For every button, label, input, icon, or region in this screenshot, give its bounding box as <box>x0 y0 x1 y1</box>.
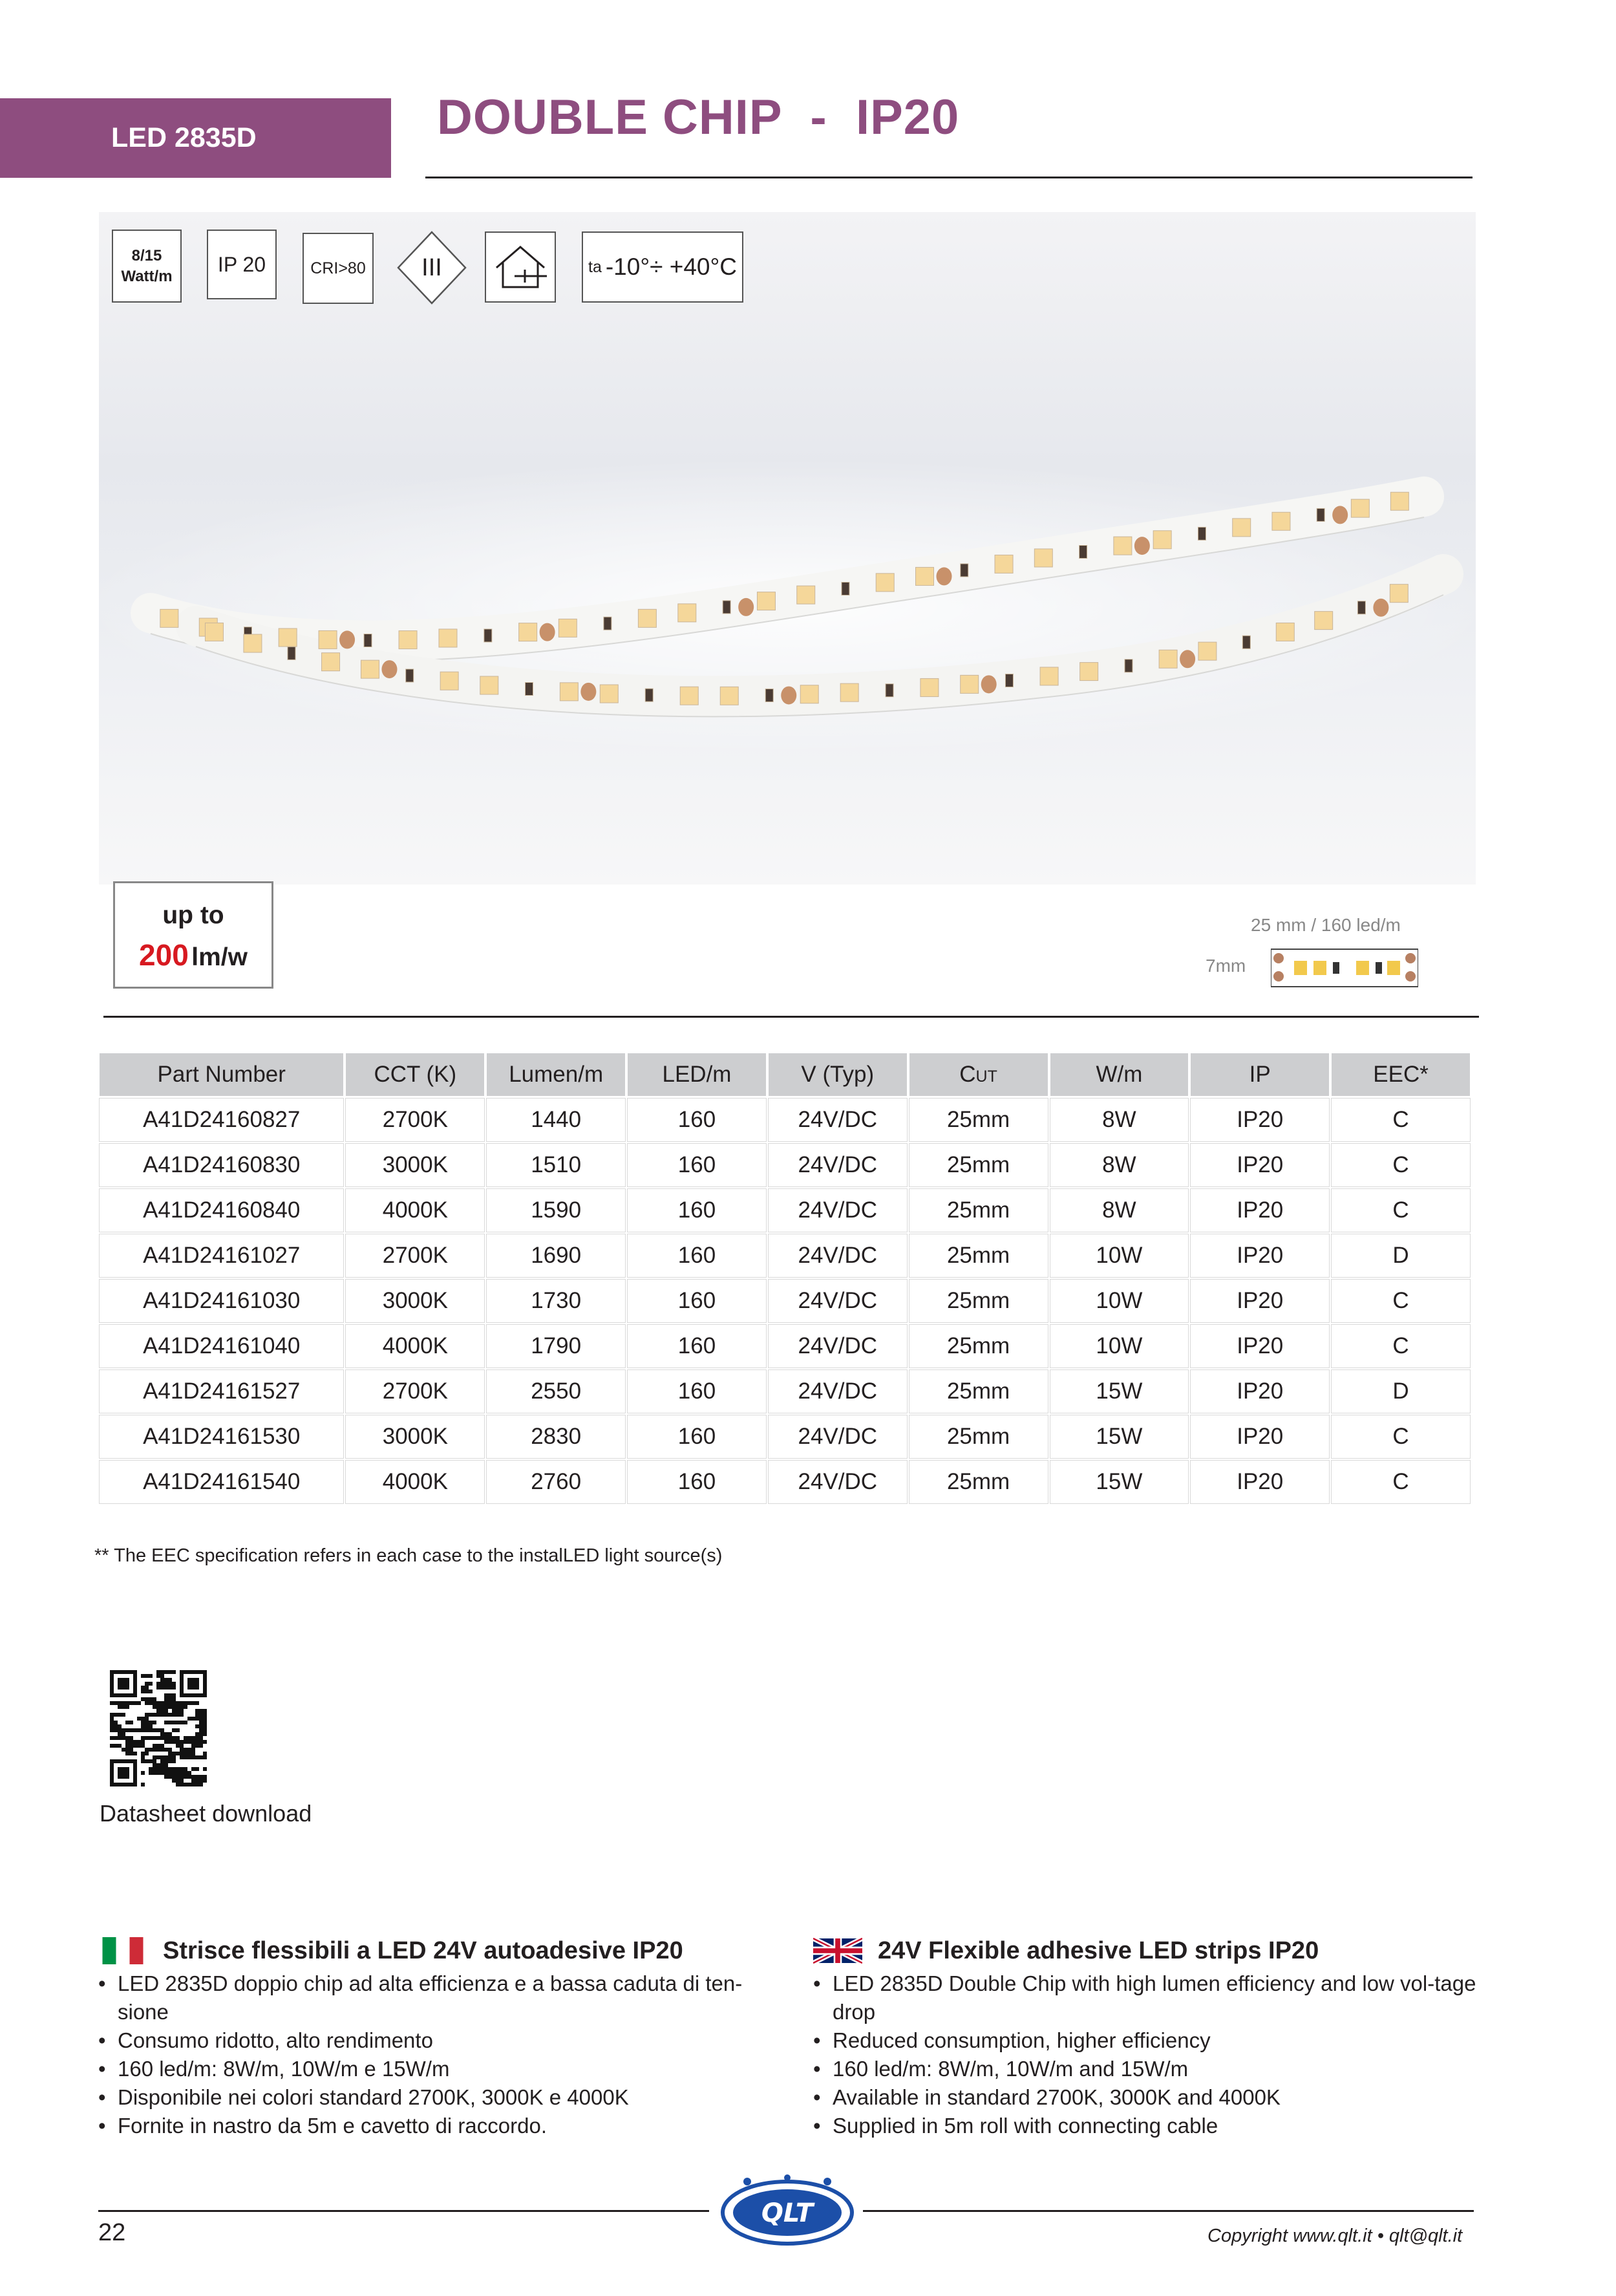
table-cell: 24V/DC <box>769 1099 907 1141</box>
led-chip <box>995 555 1013 573</box>
section-divider <box>103 1016 1479 1018</box>
table-cell: A41D24160840 <box>100 1189 343 1232</box>
led-chip <box>1159 650 1177 668</box>
led-chip <box>840 683 858 702</box>
table-row <box>100 1415 1470 1458</box>
table-cell: 1590 <box>487 1189 625 1232</box>
table-cell: C <box>1332 1189 1470 1232</box>
ip-value: IP 20 <box>217 252 266 276</box>
solder-pad <box>1134 537 1150 555</box>
column-header: LED/m <box>628 1053 766 1096</box>
led-chip <box>1315 612 1333 630</box>
qlt-logo <box>716 2169 858 2253</box>
list-item: • Consumo ridotto, alto rendimento <box>98 2026 764 2055</box>
cri-value: CRI>80 <box>310 259 366 277</box>
table-cell: IP20 <box>1191 1280 1329 1322</box>
table-cell: IP20 <box>1191 1189 1329 1232</box>
table-cell: 1690 <box>487 1234 625 1277</box>
solder-pad <box>738 598 754 616</box>
table-row <box>100 1099 1470 1141</box>
led-chip <box>1357 601 1365 614</box>
table-cell: 24V/DC <box>769 1325 907 1368</box>
led-chip <box>604 617 611 630</box>
led-chip <box>800 685 818 703</box>
temp-label: ta <box>588 257 602 276</box>
led-chip <box>680 687 698 705</box>
table-cell: 25mm <box>909 1280 1048 1322</box>
led-chip <box>361 660 379 678</box>
led-chip <box>160 609 178 627</box>
efficacy-line <box>115 938 271 972</box>
table-cell: 3000K <box>346 1280 484 1322</box>
copyright-text: Copyright www.qlt.it • qlt@qlt.it <box>1207 2226 1463 2246</box>
table-cell: A41D24161040 <box>100 1325 343 1368</box>
led-chip <box>279 628 297 647</box>
led-chip <box>1080 663 1098 681</box>
table-cell: IP20 <box>1191 1370 1329 1413</box>
power-unit: Watt/m <box>121 267 173 285</box>
column-header: V (Typ) <box>769 1053 907 1096</box>
page-number: 22 <box>98 2219 126 2246</box>
footer-rule-left <box>98 2210 709 2212</box>
table-cell: C <box>1332 1280 1470 1322</box>
italy-flag-icon <box>98 1937 147 1964</box>
english-description <box>813 1935 1479 2140</box>
table-cell: IP20 <box>1191 1234 1329 1277</box>
cri-badge <box>303 233 374 304</box>
table-cell: 8W <box>1050 1144 1189 1186</box>
efficacy-value: 200 <box>139 938 189 972</box>
table-cell: 2760 <box>487 1461 625 1503</box>
table-cell: 10W <box>1050 1280 1189 1322</box>
table-cell: A41D24161027 <box>100 1234 343 1277</box>
led-chip <box>961 564 968 577</box>
power-rating-badge <box>112 230 182 303</box>
table-cell: 2700K <box>346 1370 484 1413</box>
category-label: LED 2835D <box>111 122 257 153</box>
led-chip <box>1153 531 1171 549</box>
table-cell: 2830 <box>487 1415 625 1458</box>
table-cell: 1730 <box>487 1280 625 1322</box>
table-cell: 160 <box>628 1415 766 1458</box>
led-chip <box>484 629 492 642</box>
table-cell: 160 <box>628 1099 766 1141</box>
table-cell: A41D24160830 <box>100 1144 343 1186</box>
table-cell: 4000K <box>346 1189 484 1232</box>
led-chip <box>244 634 262 652</box>
led-chip <box>519 623 537 641</box>
table-cell: 25mm <box>909 1415 1048 1458</box>
led-chip <box>440 672 458 690</box>
table-cell: IP20 <box>1191 1144 1329 1186</box>
column-header: Lumen/m <box>487 1053 625 1096</box>
table-cell: 25mm <box>909 1325 1048 1368</box>
led-chip <box>1114 537 1132 555</box>
table-cell: 2700K <box>346 1234 484 1277</box>
solder-pad <box>1332 506 1348 524</box>
led-chip <box>1198 527 1206 540</box>
strip-width-label: 7mm <box>1206 956 1246 976</box>
uk-flag-icon <box>813 1937 862 1964</box>
table-cell: 24V/DC <box>769 1144 907 1186</box>
led-chip <box>1079 546 1087 559</box>
efficacy-prefix: up to <box>162 901 224 929</box>
led-chip <box>560 683 578 701</box>
table-cell: 4000K <box>346 1461 484 1503</box>
led-chip <box>1198 642 1217 660</box>
table-row <box>100 1189 1470 1232</box>
title-divider <box>425 177 1472 178</box>
strip-detail-icon <box>1271 947 1418 989</box>
logo-text: QLT <box>761 2198 814 2228</box>
table-cell: 25mm <box>909 1234 1048 1277</box>
led-chip <box>1034 549 1052 567</box>
solder-pad <box>1180 650 1195 668</box>
table-header-row <box>100 1053 1470 1096</box>
table-footnote: ** The EEC specification refers in each case to the instalLED light source(s) <box>94 1545 723 1566</box>
led-pitch-label: 25 mm / 160 led/m <box>1251 915 1401 935</box>
efficacy-unit: lm/w <box>191 943 248 971</box>
led-chip <box>961 675 979 693</box>
table-cell: A41D24161540 <box>100 1461 343 1503</box>
led-chip <box>876 574 894 592</box>
led-chip <box>406 669 414 682</box>
list-item: • LED 2835D doppio chip ad alta efficienza e a bassa caduta di ten-sione <box>98 1969 764 2026</box>
table-cell: 24V/DC <box>769 1234 907 1277</box>
italian-heading: Strisce flessibili a LED 24V autoadesive IP20 <box>163 1937 683 1964</box>
table-cell: 25mm <box>909 1461 1048 1503</box>
solder-pad <box>1373 599 1388 617</box>
led-chip <box>920 678 939 696</box>
table-cell: A41D24161527 <box>100 1370 343 1413</box>
led-chip <box>480 676 498 694</box>
column-header: W/m <box>1050 1053 1189 1096</box>
column-header: IP <box>1191 1053 1329 1096</box>
table-cell: C <box>1332 1099 1470 1141</box>
english-feature-list <box>813 1969 1479 2140</box>
list-item: • 160 led/m: 8W/m, 10W/m and 15W/m <box>813 2055 1479 2083</box>
led-chip <box>678 604 696 622</box>
solder-pad <box>339 630 355 649</box>
category-tab <box>0 98 391 178</box>
column-header: CCT (K) <box>346 1053 484 1096</box>
table-cell: A41D24161030 <box>100 1280 343 1322</box>
led-chip <box>205 623 223 641</box>
led-chip <box>797 586 815 604</box>
italian-description <box>98 1935 764 2140</box>
table-row <box>100 1234 1470 1277</box>
led-chip <box>720 687 738 705</box>
table-row <box>100 1370 1470 1413</box>
table-cell: 160 <box>628 1461 766 1503</box>
list-item: • LED 2835D Double Chip with high lumen efficiency and low vol-tage drop <box>813 1969 1479 2026</box>
solder-pad <box>981 675 997 693</box>
table-cell: 1510 <box>487 1144 625 1186</box>
solder-pad <box>781 686 796 704</box>
led-chip <box>288 647 295 660</box>
led-chip <box>886 684 893 697</box>
ip-rating-badge <box>207 230 277 299</box>
product-photo <box>99 212 1476 885</box>
table-cell: 3000K <box>346 1415 484 1458</box>
table-cell: 15W <box>1050 1461 1189 1503</box>
table-cell: IP20 <box>1191 1461 1329 1503</box>
column-header: EEC* <box>1332 1053 1470 1096</box>
led-chip <box>1272 512 1290 530</box>
led-chip <box>645 689 653 702</box>
table-cell: 24V/DC <box>769 1461 907 1503</box>
table-cell: C <box>1332 1325 1470 1368</box>
footer-rule-right <box>863 2210 1474 2212</box>
led-chip <box>1317 508 1324 521</box>
led-chip <box>1233 519 1251 537</box>
led-chip <box>526 682 533 695</box>
table-cell: 160 <box>628 1234 766 1277</box>
table-cell: A41D24160827 <box>100 1099 343 1141</box>
table-cell: 160 <box>628 1280 766 1322</box>
led-chip <box>765 689 773 702</box>
list-item: • 160 led/m: 8W/m, 10W/m e 15W/m <box>98 2055 764 2083</box>
led-strip-illustration <box>99 212 1476 885</box>
table-cell: 24V/DC <box>769 1189 907 1232</box>
temp-range: -10°÷ +40°C <box>605 253 737 280</box>
table-cell: IP20 <box>1191 1415 1329 1458</box>
list-item: • Reduced consumption, higher efficiency <box>813 2026 1479 2055</box>
table-cell: 10W <box>1050 1325 1189 1368</box>
table-cell: 3000K <box>346 1144 484 1186</box>
list-item: • Fornite in nastro da 5m e cavetto di raccordo. <box>98 2112 764 2140</box>
list-item: • Available in standard 2700K, 3000K and 4000K <box>813 2083 1479 2112</box>
table-cell: 8W <box>1050 1099 1189 1141</box>
led-chip <box>1351 499 1369 517</box>
table-cell: 8W <box>1050 1189 1189 1232</box>
led-chip <box>1125 660 1132 672</box>
led-chip <box>1276 623 1294 641</box>
indoor-use-icon <box>485 231 556 303</box>
table-cell: 25mm <box>909 1099 1048 1141</box>
datasheet-download-label: Datasheet download <box>100 1800 312 1827</box>
safety-class-value: III <box>421 253 442 281</box>
italian-feature-list <box>98 1969 764 2140</box>
table-cell: 25mm <box>909 1144 1048 1186</box>
safety-class-icon <box>396 230 468 306</box>
led-chip <box>600 685 618 703</box>
table-cell: A41D24161530 <box>100 1415 343 1458</box>
table-cell: C <box>1332 1461 1470 1503</box>
table-cell: D <box>1332 1370 1470 1413</box>
table-cell: 2700K <box>346 1099 484 1141</box>
table-cell: C <box>1332 1415 1470 1458</box>
solder-pad <box>540 623 555 641</box>
table-cell: C <box>1332 1144 1470 1186</box>
led-chip <box>1040 667 1058 685</box>
table-cell: IP20 <box>1191 1099 1329 1141</box>
table-row <box>100 1144 1470 1186</box>
led-chip <box>1390 492 1409 510</box>
solder-pad <box>937 567 952 585</box>
english-heading: 24V Flexible adhesive LED strips IP20 <box>878 1937 1319 1964</box>
led-chip <box>1242 636 1250 649</box>
qr-code-icon[interactable] <box>110 1670 207 1786</box>
table-cell: 1440 <box>487 1099 625 1141</box>
table-cell: 24V/DC <box>769 1280 907 1322</box>
table-row <box>100 1280 1470 1322</box>
led-chip <box>322 653 340 671</box>
solder-pad <box>381 660 397 678</box>
led-chip <box>723 601 730 614</box>
product-spec-table <box>97 1051 1472 1506</box>
led-chip <box>319 630 337 649</box>
led-chip <box>1390 585 1408 603</box>
led-chip <box>757 592 775 610</box>
led-chip <box>364 634 372 647</box>
table-cell: IP20 <box>1191 1325 1329 1368</box>
column-header: Cut <box>909 1053 1048 1096</box>
list-item: • Disponibile nei colori standard 2700K, 3000K e 4000K <box>98 2083 764 2112</box>
led-chip <box>1005 674 1013 687</box>
table-cell: 160 <box>628 1189 766 1232</box>
power-value: 8/15 <box>131 246 162 264</box>
table-cell: 25mm <box>909 1189 1048 1232</box>
table-cell: 1790 <box>487 1325 625 1368</box>
led-chip <box>558 619 577 637</box>
table-cell: 160 <box>628 1370 766 1413</box>
table-row <box>100 1461 1470 1503</box>
table-cell: 160 <box>628 1144 766 1186</box>
table-cell: 15W <box>1050 1415 1189 1458</box>
column-header: Part Number <box>100 1053 343 1096</box>
efficacy-badge <box>113 881 273 989</box>
table-cell: D <box>1332 1234 1470 1277</box>
led-chip <box>842 582 849 595</box>
led-chip <box>916 567 934 585</box>
page-title: DOUBLE CHIP - IP20 <box>437 90 960 145</box>
table-cell: 160 <box>628 1325 766 1368</box>
list-item: • Supplied in 5m roll with connecting cable <box>813 2112 1479 2140</box>
table-cell: 2550 <box>487 1370 625 1413</box>
table-cell: 10W <box>1050 1234 1189 1277</box>
ambient-temperature-badge <box>582 231 743 303</box>
led-chip <box>399 631 417 649</box>
table-cell: 4000K <box>346 1325 484 1368</box>
table-cell: 24V/DC <box>769 1415 907 1458</box>
table-row <box>100 1325 1470 1368</box>
table-cell: 15W <box>1050 1370 1189 1413</box>
led-chip <box>638 609 656 627</box>
table-cell: 24V/DC <box>769 1370 907 1413</box>
solder-pad <box>580 683 596 701</box>
table-cell: 25mm <box>909 1370 1048 1413</box>
led-chip <box>439 629 457 647</box>
